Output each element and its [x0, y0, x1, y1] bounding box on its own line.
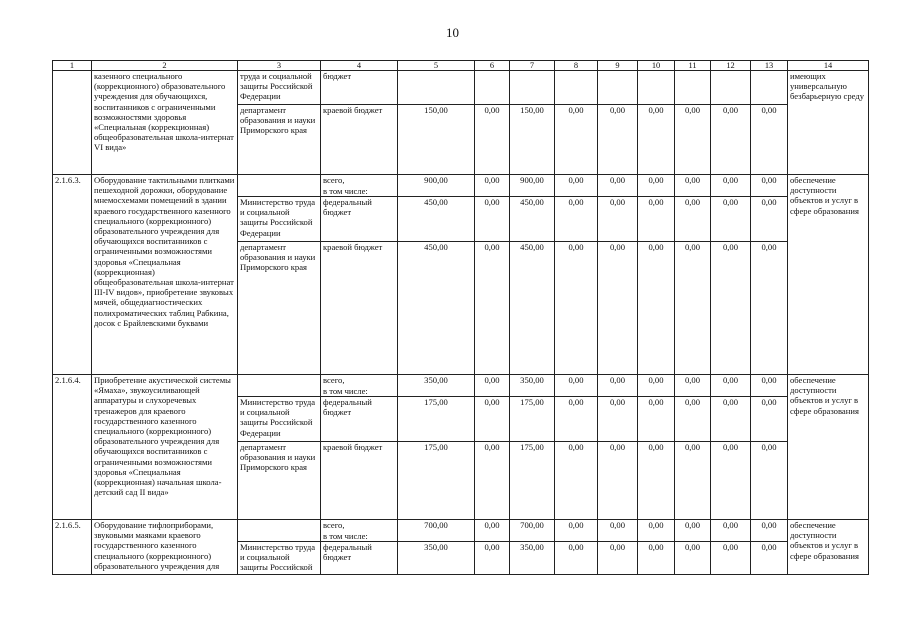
- value-cell: 0,00: [555, 375, 598, 397]
- item-result: имеющих универсальную безбарьерную среду: [788, 71, 869, 175]
- value-cell: 0,00: [475, 542, 510, 575]
- value-cell: 0,00: [638, 175, 675, 197]
- value-cell: 0,00: [555, 197, 598, 242]
- value-cell: 900,00: [398, 175, 475, 197]
- item-result: обеспечение доступности объектов и услуг в сфере образования: [788, 375, 869, 520]
- value-cell: 0,00: [711, 197, 751, 242]
- col-header: 9: [598, 61, 638, 71]
- value-cell: 0,00: [675, 375, 711, 397]
- value-cell: 0,00: [598, 242, 638, 375]
- value-cell: 0,00: [598, 542, 638, 575]
- funding-source: федеральный бюджет: [321, 397, 398, 442]
- value-cell: 0,00: [638, 375, 675, 397]
- item-code: [53, 71, 92, 175]
- value-cell: [510, 71, 555, 105]
- value-cell: 0,00: [638, 242, 675, 375]
- value-cell: 0,00: [598, 197, 638, 242]
- value-cell: 0,00: [598, 397, 638, 442]
- value-cell: 0,00: [598, 105, 638, 175]
- table-row: [53, 520, 869, 531]
- value-cell: 0,00: [638, 542, 675, 575]
- value-cell: 450,00: [398, 197, 475, 242]
- value-cell: 0,00: [675, 242, 711, 375]
- value-cell: 0,00: [751, 397, 788, 442]
- value-cell: [475, 71, 510, 105]
- value-cell: 0,00: [475, 397, 510, 442]
- item-description: Оборудование тактильными плитками пешеходной дорожки, оборудование мнемосхемами помещений в здании краевого государственного казенного специального (коррекционного) образовательного учреждения для обучающихся воспитанников с ограниченными возможностями здоровья «Специальная (коррекционная) общеобразовательная школа-интернат III-IV видов», приобретение звуковых мячей, общедиагностических полихроматических таблиц Рабкина, досок с Брайлевскими буквами: [92, 175, 238, 375]
- funding-source: краевой бюджет: [321, 442, 398, 520]
- value-cell: [638, 71, 675, 105]
- value-cell: 350,00: [398, 542, 475, 575]
- header-row: [53, 61, 869, 71]
- value-cell: 0,00: [711, 520, 751, 542]
- item-result: обеспечение доступности объектов и услуг в сфере образования: [788, 520, 869, 575]
- value-cell: 0,00: [711, 442, 751, 520]
- page-number: 10: [446, 25, 459, 40]
- funding-source: краевой бюджет: [321, 242, 398, 375]
- col-header: 7: [510, 61, 555, 71]
- value-cell: 0,00: [751, 242, 788, 375]
- budget-table: [52, 60, 869, 575]
- col-header: 13: [751, 61, 788, 71]
- value-cell: 0,00: [598, 175, 638, 197]
- funding-source: федеральный бюджет: [321, 197, 398, 242]
- item-description: Приобретение акустической системы «Ямаха», звукоусиливающей аппаратуры и слухоречевых тренажеров для краевого государственного казенного специального (коррекционного) образовательного учреждения для обучающихся воспитанников с ограниченными возможностями здоровья «Специальная (коррекционная) начальная школа-детский сад II вида»: [92, 375, 238, 520]
- value-cell: 0,00: [751, 105, 788, 175]
- executor-cell: [238, 375, 321, 397]
- col-header: 10: [638, 61, 675, 71]
- value-cell: 0,00: [638, 105, 675, 175]
- value-cell: 0,00: [475, 242, 510, 375]
- col-header: 4: [321, 61, 398, 71]
- value-cell: 0,00: [638, 520, 675, 542]
- item-description: Оборудование тифлоприборами, звуковыми маяками краевого государственного казенного специального (коррекционного) образовательного учреждения для: [92, 520, 238, 575]
- value-cell: 0,00: [711, 375, 751, 397]
- value-cell: [555, 71, 598, 105]
- col-header: 1: [53, 61, 92, 71]
- value-cell: 0,00: [751, 442, 788, 520]
- value-cell: 0,00: [598, 442, 638, 520]
- funding-source: федеральный бюджет: [321, 542, 398, 575]
- funding-source: бюджет: [321, 71, 398, 105]
- value-cell: 700,00: [510, 520, 555, 542]
- value-cell: [711, 71, 751, 105]
- value-cell: 350,00: [510, 375, 555, 397]
- value-cell: 0,00: [475, 520, 510, 542]
- value-cell: 175,00: [510, 442, 555, 520]
- executor-cell: департамент образования и науки Приморского края: [238, 242, 321, 375]
- value-cell: 0,00: [751, 520, 788, 542]
- table-row: [53, 375, 869, 386]
- value-cell: 450,00: [510, 197, 555, 242]
- value-cell: 900,00: [510, 175, 555, 197]
- col-header: 2: [92, 61, 238, 71]
- including-label: в том числе:: [321, 531, 398, 542]
- value-cell: 0,00: [475, 105, 510, 175]
- col-header: 11: [675, 61, 711, 71]
- including-label: в том числе:: [321, 386, 398, 397]
- value-cell: 0,00: [711, 397, 751, 442]
- col-header: 3: [238, 61, 321, 71]
- value-cell: 0,00: [675, 397, 711, 442]
- executor-cell: [238, 520, 321, 542]
- col-header: 12: [711, 61, 751, 71]
- value-cell: 0,00: [675, 442, 711, 520]
- value-cell: 350,00: [398, 375, 475, 397]
- item-code: 2.1.6.5.: [53, 520, 92, 575]
- value-cell: 0,00: [638, 397, 675, 442]
- item-code: 2.1.6.3.: [53, 175, 92, 375]
- table-row: [53, 71, 869, 105]
- value-cell: 0,00: [751, 542, 788, 575]
- col-header: 14: [788, 61, 869, 71]
- value-cell: 0,00: [555, 397, 598, 442]
- value-cell: 0,00: [711, 542, 751, 575]
- value-cell: 700,00: [398, 520, 475, 542]
- value-cell: 175,00: [398, 397, 475, 442]
- value-cell: 350,00: [510, 542, 555, 575]
- value-cell: 175,00: [398, 442, 475, 520]
- value-cell: 0,00: [475, 375, 510, 397]
- table-row: [53, 175, 869, 186]
- value-cell: 0,00: [751, 375, 788, 397]
- value-cell: [398, 71, 475, 105]
- value-cell: 0,00: [475, 197, 510, 242]
- item-code: 2.1.6.4.: [53, 375, 92, 520]
- value-cell: [675, 71, 711, 105]
- value-cell: 0,00: [675, 105, 711, 175]
- value-cell: 0,00: [638, 442, 675, 520]
- table-body: [53, 71, 869, 575]
- executor-cell: Министерство труда и социальной защиты Российской: [238, 542, 321, 575]
- value-cell: 0,00: [598, 375, 638, 397]
- value-cell: 0,00: [555, 105, 598, 175]
- value-cell: 0,00: [711, 175, 751, 197]
- value-cell: 0,00: [751, 197, 788, 242]
- value-cell: 0,00: [475, 442, 510, 520]
- col-header: 5: [398, 61, 475, 71]
- value-cell: 0,00: [675, 197, 711, 242]
- value-cell: 0,00: [751, 175, 788, 197]
- value-cell: 0,00: [598, 520, 638, 542]
- executor-cell: департамент образования и науки Приморского края: [238, 442, 321, 520]
- value-cell: [598, 71, 638, 105]
- funding-source: краевой бюджет: [321, 105, 398, 175]
- value-cell: 0,00: [675, 175, 711, 197]
- value-cell: [751, 71, 788, 105]
- item-result: обеспечение доступности объектов и услуг в сфере образования: [788, 175, 869, 375]
- value-cell: 0,00: [555, 175, 598, 197]
- value-cell: 0,00: [555, 520, 598, 542]
- value-cell: 0,00: [555, 542, 598, 575]
- executor-cell: труда и социальной защиты Российской Федерации: [238, 71, 321, 105]
- value-cell: 0,00: [675, 542, 711, 575]
- value-cell: 0,00: [555, 242, 598, 375]
- executor-cell: [238, 175, 321, 197]
- value-cell: 0,00: [675, 520, 711, 542]
- including-label: в том числе:: [321, 186, 398, 197]
- value-cell: 0,00: [711, 105, 751, 175]
- value-cell: 450,00: [398, 242, 475, 375]
- value-cell: 0,00: [555, 442, 598, 520]
- executor-cell: Министерство труда и социальной защиты Российской Федерации: [238, 397, 321, 442]
- value-cell: 0,00: [475, 175, 510, 197]
- value-cell: 450,00: [510, 242, 555, 375]
- col-header: 8: [555, 61, 598, 71]
- executor-cell: департамент образования и науки Приморского края: [238, 105, 321, 175]
- value-cell: 175,00: [510, 397, 555, 442]
- value-cell: 0,00: [638, 197, 675, 242]
- col-header: 6: [475, 61, 510, 71]
- total-label: всего,: [321, 175, 398, 186]
- value-cell: 150,00: [398, 105, 475, 175]
- total-label: всего,: [321, 520, 398, 531]
- total-label: всего,: [321, 375, 398, 386]
- value-cell: 150,00: [510, 105, 555, 175]
- executor-cell: Министерство труда и социальной защиты Российской Федерации: [238, 197, 321, 242]
- item-description: казенного специального (коррекционного) образовательного учреждения для обучающихся, воспитанников с ограниченными возможностями здоровья «Специальная (коррекционная) общеобразовательная школа-интернат VI вида»: [92, 71, 238, 175]
- value-cell: 0,00: [711, 242, 751, 375]
